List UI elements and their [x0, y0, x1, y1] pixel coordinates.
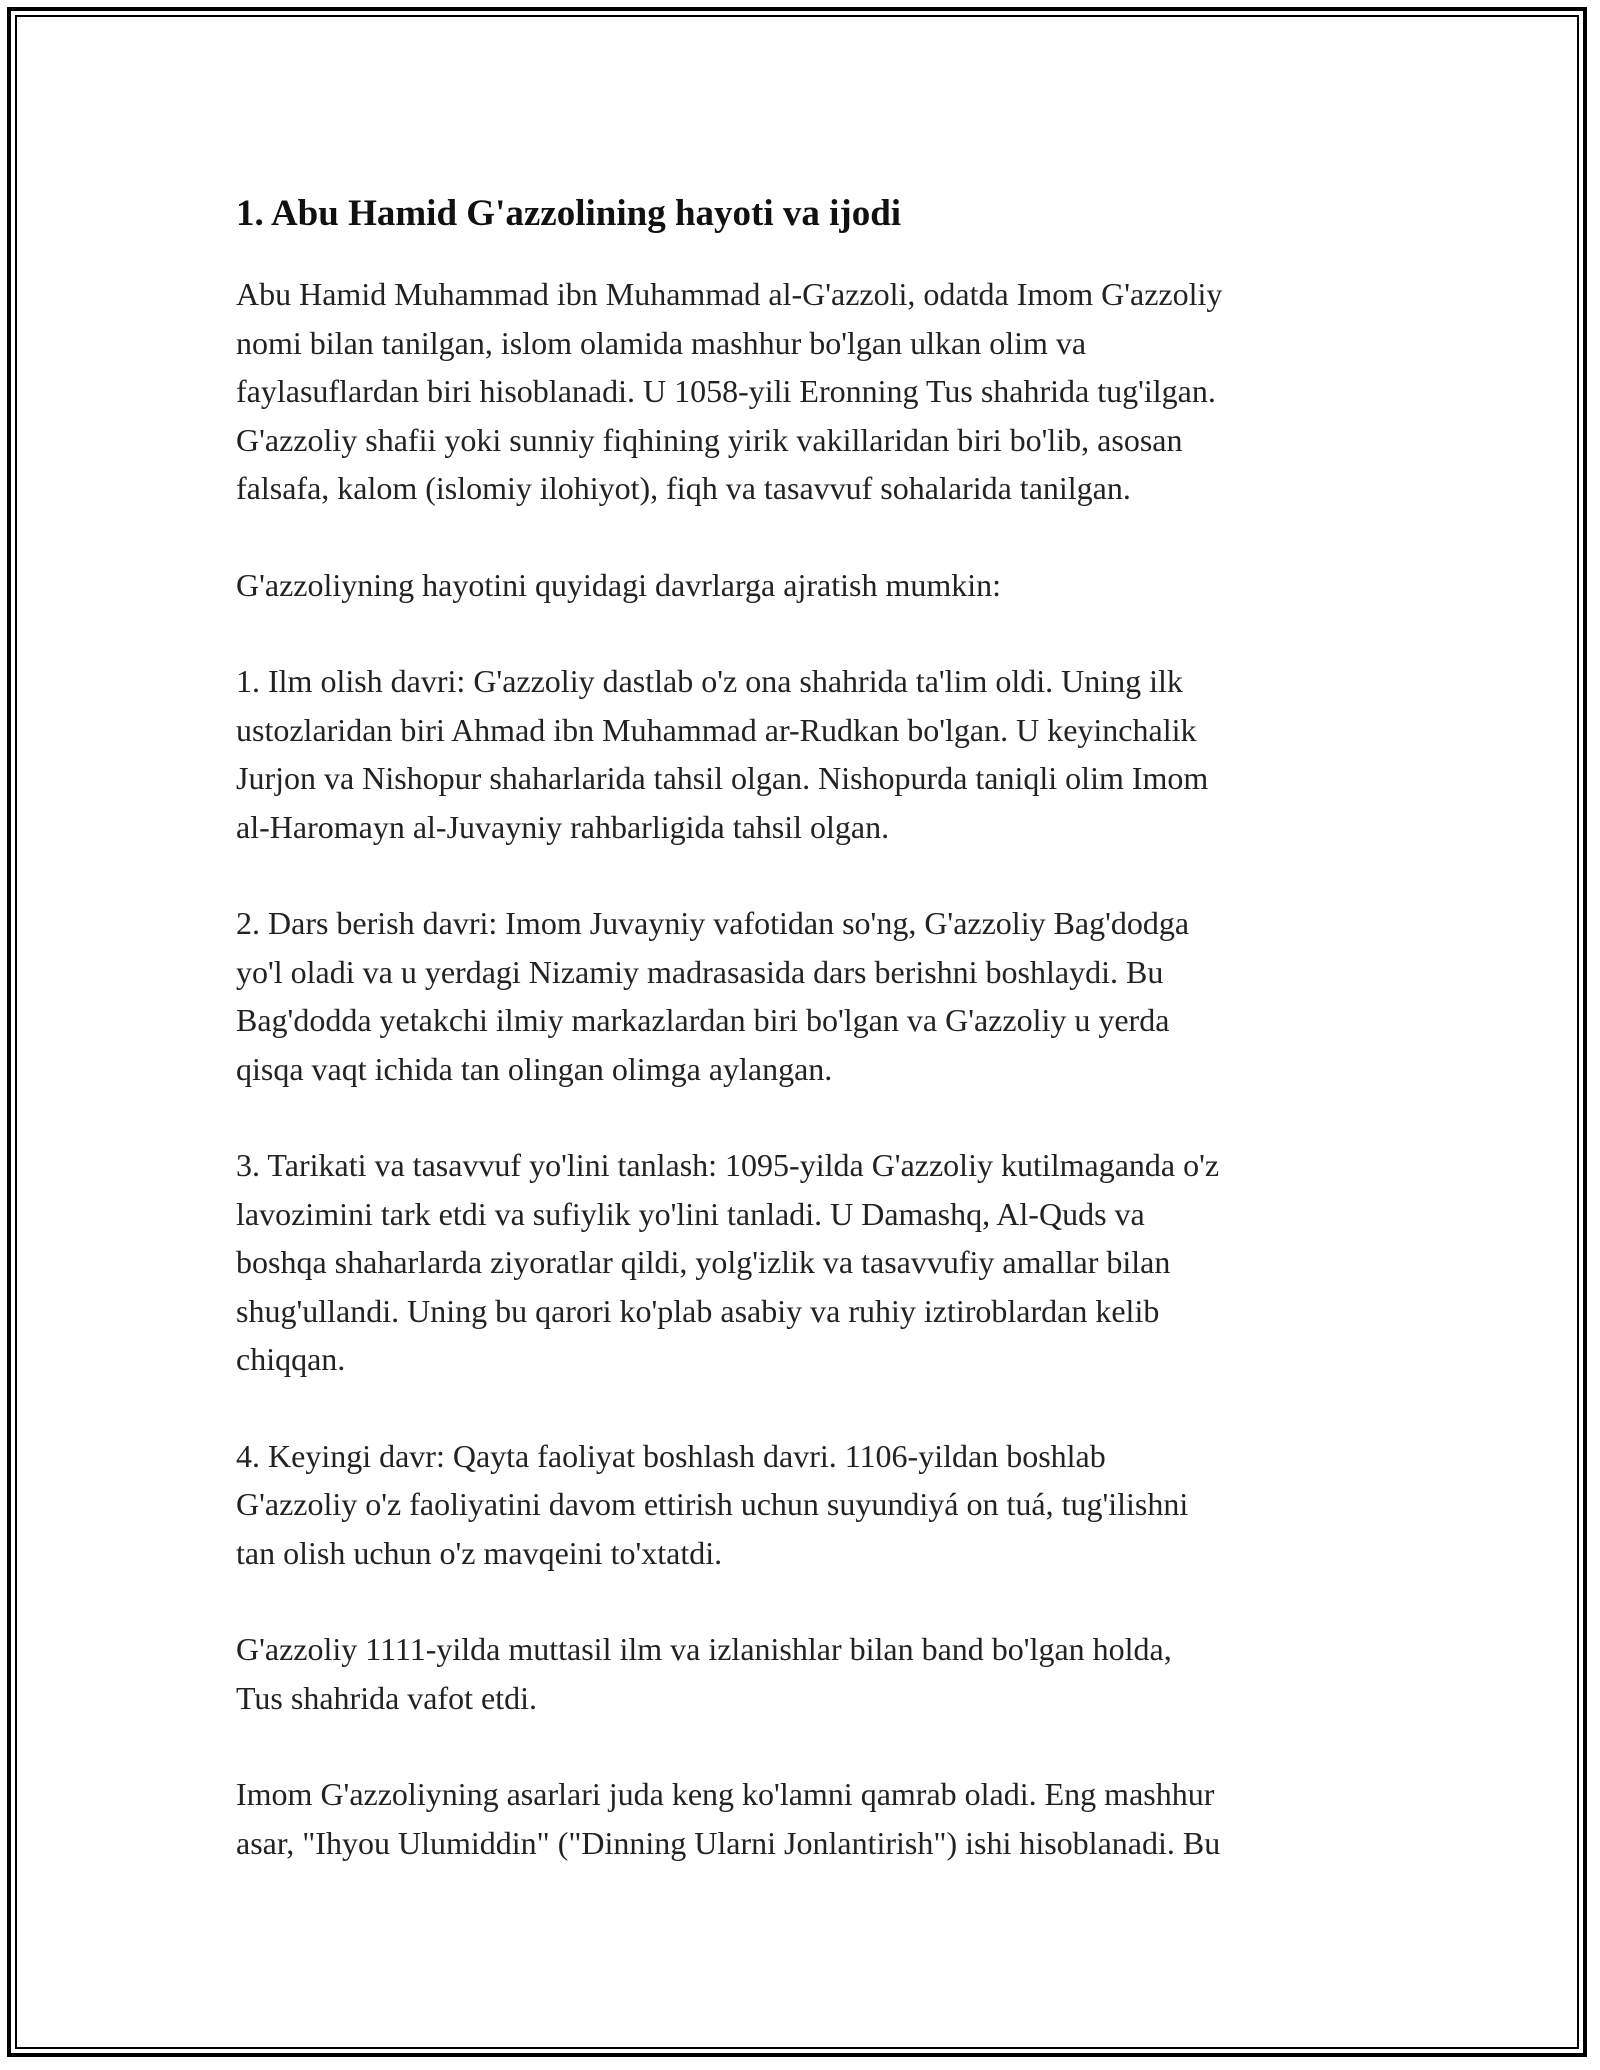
text-line: Jurjon va Nishopur shaharlarida tahsil olgan. Nishopurda taniqli olim Imom	[236, 760, 1209, 796]
text-line: 2. Dars berish davri: Imom Juvayniy vafotidan so'ng, G'azzoliy Bag'dodga	[236, 905, 1190, 941]
text-line: lavozimini tark etdi va sufiylik yo'lini tanladi. U Damashq, Al-Quds va	[236, 1195, 1145, 1232]
text-line: nomi bilan tanilgan, islom olamida mashhur bo'lgan ulkan olim va	[236, 324, 1087, 361]
paragraph-period-3	[236, 1141, 1376, 1384]
paragraph-death	[236, 1625, 1376, 1722]
text-line: asar, "Ihyou Ulumiddin" ("Dinning Ularni Jonlantirish") ishi hisoblanadi. Bu	[236, 1824, 1221, 1861]
text-line: qisqa vaqt ichida tan olingan olimga aylangan.	[236, 1050, 833, 1087]
text-line: 4. Keyingi davr: Qayta faoliyat boshlash davri. 1106-yildan boshlab	[236, 1437, 1106, 1474]
text-line: ustozlaridan biri Ahmad ibn Muhammad ar-Rudkan bo'lgan. U keyinchalik	[236, 711, 1197, 748]
paragraph-periods-intro	[236, 561, 1376, 610]
page-title: 1. Abu Hamid G'azzolining hayoti va ijodi	[236, 193, 902, 234]
paragraph-period-2	[236, 899, 1376, 1093]
text-line: faylasuflardan biri hisoblanadi. U 1058-yili Eronning Tus shahrida tug'ilgan.	[236, 373, 1216, 409]
text-line: shug'ullandi. Uning bu qarori ko'plab asabiy va ruhiy iztiroblardan kelib	[236, 1292, 1160, 1329]
paragraph-works	[236, 1770, 1376, 1867]
document-body	[236, 190, 1376, 1915]
paragraph-period-4	[236, 1432, 1376, 1578]
text-line: G'azzoliyning hayotini quyidagi davrlarga ajratish mumkin:	[236, 566, 1001, 603]
text-line: yo'l oladi va u yerdagi Nizamiy madrasasida dars berishni boshlaydi. Bu	[236, 953, 1164, 990]
text-line: Bag'dodda yetakchi ilmiy markazlardan biri bo'lgan va G'azzoliy u yerda	[236, 1002, 1170, 1038]
text-line: al-Haromayn al-Juvayniy rahbarligida tahsil olgan.	[236, 808, 890, 845]
text-line: G'azzoliy shafii yoki sunniy fiqhining yirik vakillaridan biri bo'lib, asosan	[236, 421, 1183, 458]
text-line: Abu Hamid Muhammad ibn Muhammad al-G'azzoli, odatda Imom G'azzoliy	[236, 276, 1223, 312]
paragraph-intro	[236, 270, 1376, 513]
text-line: G'azzoliy 1111-yilda muttasil ilm va izlanishlar bilan band bo'lgan holda,	[236, 1631, 1172, 1667]
text-line: Imom G'azzoliyning asarlari juda keng ko'lamni qamrab oladi. Eng mashhur	[236, 1776, 1215, 1812]
paragraph-period-1	[236, 657, 1376, 851]
text-line: G'azzoliy o'z faoliyatini davom ettirish uchun suyundiyá on tuá, tug'ilishni	[236, 1486, 1189, 1522]
text-line: Tus shahrida vafot etdi.	[236, 1679, 538, 1716]
text-line: chiqqan.	[236, 1341, 346, 1377]
text-line: 3. Tarikati va tasavvuf yo'lini tanlash: 1095-yilda G'azzoliy kutilmaganda o'z	[236, 1147, 1220, 1183]
text-line: tan olish uchun o'z mavqeini to'xtatdi.	[236, 1534, 723, 1571]
text-line: 1. Ilm olish davri: G'azzoliy dastlab o'z ona shahrida ta'lim oldi. Uning ilk	[236, 663, 1183, 699]
text-line: boshqa shaharlarda ziyoratlar qildi, yolg'izlik va tasavvufiy amallar bilan	[236, 1244, 1171, 1280]
text-line: falsafa, kalom (islomiy ilohiyot), fiqh va tasavvuf sohalarida tanilgan.	[236, 470, 1131, 506]
